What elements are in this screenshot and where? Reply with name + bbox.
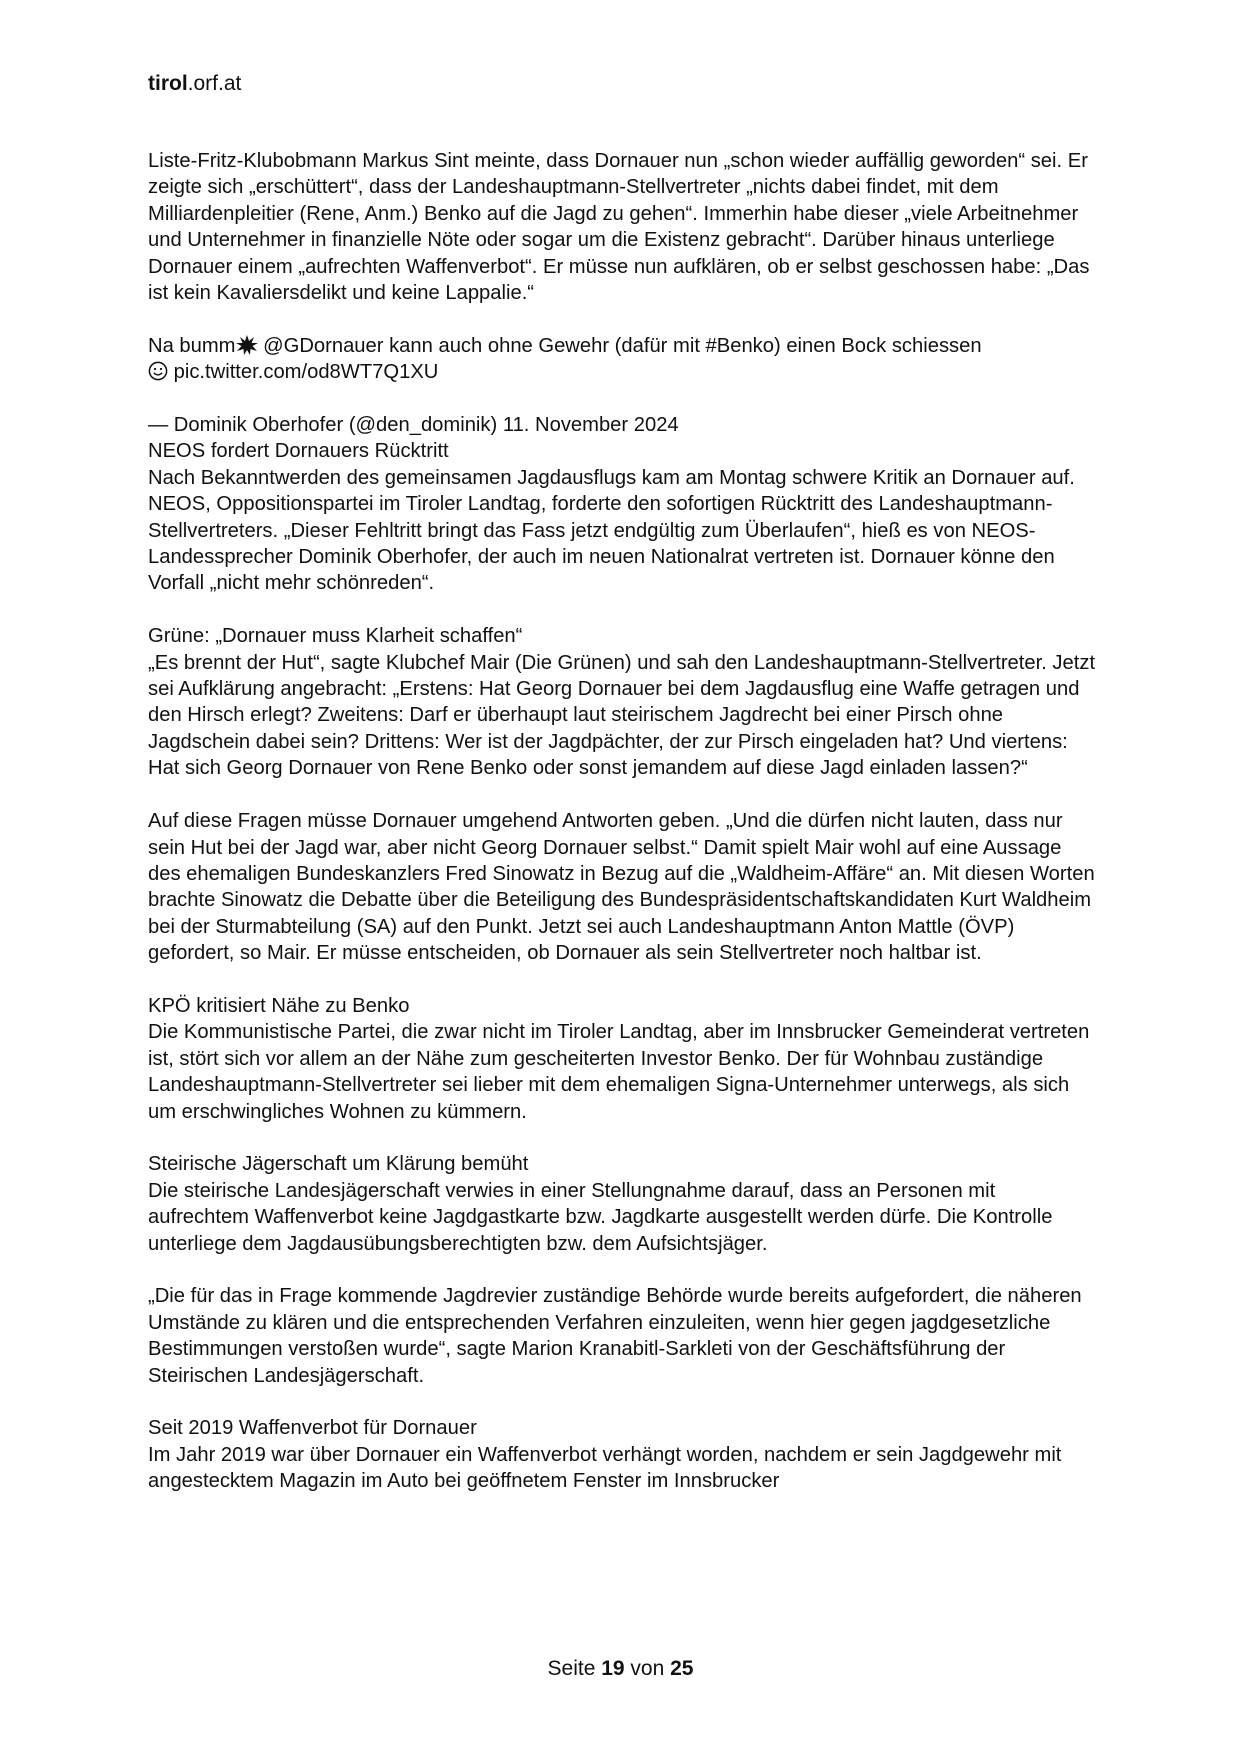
article-body (148, 148, 1098, 1495)
tweet-text-middle: @GDornauer kann auch ohne Gewehr (dafür mit #Benko) einen Bock schiessen (257, 334, 982, 357)
section-heading-neos: NEOS fordert Dornauers Rücktritt (148, 440, 449, 463)
paragraph-kpoe: Die Kommunistische Partei, die zwar nicht im Tiroler Landtag, aber im Innsbrucker Gemeinderat vertreten ist, stört sich vor allem an der Nähe zum gescheiterten Investor Benko. Der für Wohnbau zuständige Landeshauptmann-Stellvertreter sei lieber mit dem ehemaligen Signa-Unternehmer unterwegs, als sich um erschwingliches Wohnen zu kümmern. (148, 1021, 1090, 1123)
smiley-face-icon (148, 361, 168, 381)
paragraph-liste-fritz: Liste-Fritz-Klubobmann Markus Sint meinte, dass Dornauer nun „schon wieder auffällig geworden“ sei. Er zeigte sich „erschüttert“, dass der Landeshauptmann-Stellvertreter „nichts dabei findet, mit dem Milliardenpleitier (Rene, Anm.) Benko auf die Jagd zu gehen“. Immerhin habe dieser „viele Arbeitnehmer und Unternehmer in finanzielle Nöte oder sogar um die Existenz gebracht“. Darüber hinaus unterliege Dornauer einem „aufrechten Waffenverbot“. Er müsse nun aufklären, ob er selbst geschossen habe: „Das ist kein Kavaliersdelikt und keine Lappalie.“ (148, 150, 1090, 305)
section-heading-waffenverbot: Seit 2019 Waffenverbot für Dornauer (148, 1417, 477, 1440)
tweet-pic-link[interactable]: pic.twitter.com/od8WT7Q1XU (168, 361, 439, 384)
page-footer (0, 1657, 1241, 1681)
site-header (148, 72, 241, 96)
tweet-text-start: Na bumm (148, 334, 236, 357)
paragraph-gruene: „Es brennt der Hut“, sagte Klubchef Mair (Die Grünen) und sah den Landeshauptmann-Stellvertreter. Jetzt sei Aufklärung angebracht: „Erstens: Hat Georg Dornauer bei dem Jagdausflug eine Waffe getragen und den Hirsch erlegt? Zweitens: Darf er überhaupt laut steirischem Jagdrecht bei einer Pirsch ohne Jagdschein dabei sein? Drittens: Wer ist der Jagdpächter, der zur Pirsch eingeladen hat? Und viertens: Hat sich Georg Dornauer von Rene Benko oder sonst jemandem auf diese Jagd einladen lassen?“ (148, 651, 1096, 780)
paragraph-gruene-2: Auf diese Fragen müsse Dornauer umgehend Antworten geben. „Und die dürfen nicht lauten, dass nur sein Hut bei der Jagd war, aber nicht Georg Dornauer selbst.“ Damit spielt Mair wohl auf eine Aussage des ehemaligen Bundeskanzlers Fred Sinowatz in Bezug auf die „Waldheim-Affäre“ an. Mit diesen Worten brachte Sinowatz die Debatte über die Beteiligung des Bundespräsidentschaftskandidaten Kurt Waldheim bei der Sturmabteilung (SA) auf den Punkt. Jetzt sei auch Landeshauptmann Anton Mattle (ÖVP) gefordert, so Mair. Er müsse entscheiden, ob Dornauer als sein Stellvertreter noch haltbar ist. (148, 810, 1095, 965)
tweet-attribution: — Dominik Oberhofer (@den_dominik) 11. November 2024 (148, 414, 679, 437)
page-label-middle: von (624, 1657, 671, 1680)
page-label-prefix: Seite (547, 1657, 602, 1680)
section-heading-gruene: Grüne: „Dornauer muss Klarheit schaffen“ (148, 625, 523, 648)
embedded-tweet (148, 333, 1098, 386)
current-page-number: 19 (601, 1657, 625, 1680)
site-name-domain: .orf.at (187, 72, 242, 95)
paragraph-waffenverbot: Im Jahr 2019 war über Dornauer ein Waffenverbot verhängt worden, nachdem er sein Jagdgewehr mit angestecktem Magazin im Auto bei geöffnetem Fenster im Innsbrucker (148, 1443, 1062, 1493)
section-heading-jaegerschaft: Steirische Jägerschaft um Klärung bemüht (148, 1153, 529, 1176)
paragraph-jaegerschaft: Die steirische Landesjägerschaft verwies in einer Stellungnahme darauf, dass an Personen mit aufrechtem Waffenverbot keine Jagdgastkarte bzw. Jagdkarte ausgestellt werden dürfe. Die Kontrolle unterliege dem Jagdausübungsberechtigten bzw. dem Aufsichtsjäger. (148, 1179, 1053, 1255)
spacer (148, 386, 1098, 412)
site-name-bold: tirol (148, 72, 188, 95)
section-heading-kpoe: KPÖ kritisiert Nähe zu Benko (148, 994, 410, 1017)
total-page-count: 25 (670, 1657, 694, 1680)
paragraph-neos: Nach Bekanntwerden des gemeinsamen Jagdausflugs kam am Montag schwere Kritik an Dornauer auf. NEOS, Oppositionspartei im Tiroler Landtag, forderte den sofortigen Rücktritt des Landeshauptmann-Stellvertreters. „Dieser Fehltritt bringt das Fass jetzt endgültig zum Überlaufen“, hieß es von NEOS-Landessprecher Dominik Oberhofer, der auch im neuen Nationalrat vertreten ist. Dornauer könne den Vorfall „nicht mehr schönreden“. (148, 466, 1075, 595)
collision-burst-icon (236, 335, 258, 355)
paragraph-jaegerschaft-quote: „Die für das in Frage kommende Jagdrevier zuständige Behörde wurde bereits aufgefordert, die näheren Umstände zu klären und die entsprechenden Verfahren einzuleiten, wenn hier gegen jagdgesetzliche Bestimmungen verstoßen wurde“, sagte Marion Kranabitl-Sarkleti von der Geschäftsführung der Steirischen Landesjägerschaft. (148, 1285, 1082, 1387)
